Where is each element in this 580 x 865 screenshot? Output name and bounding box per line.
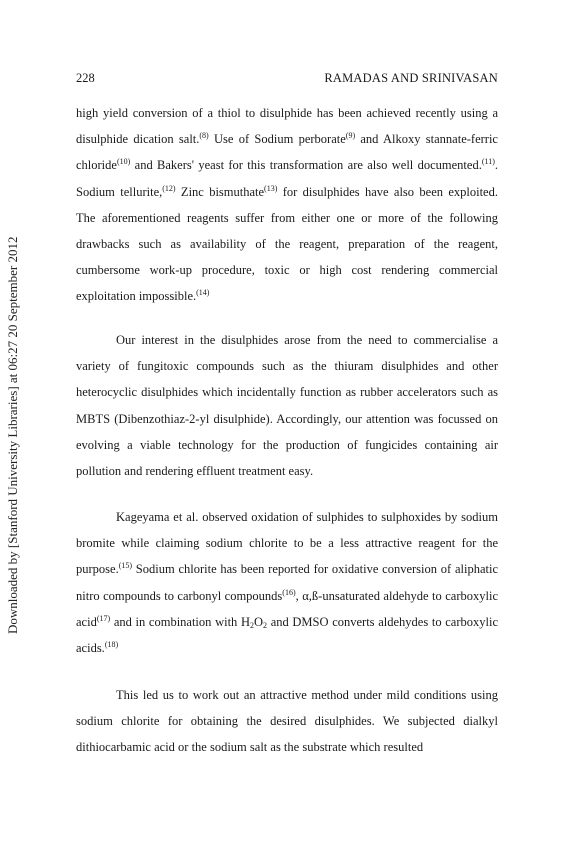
citation-ref: (14): [196, 288, 210, 298]
text-run: This led us to work out an attractive method under mild conditions using sodium chlorite for obtaining the desired disulphides. We subjected dialkyl dithiocarbamic acid or the sodium salt as the substrate which resulted: [76, 688, 498, 755]
paragraph-1: [76, 100, 498, 310]
paragraph-text: [76, 682, 498, 761]
download-watermark: Downloaded by [Stanford University Libraries] at 06:27 20 September 2012: [5, 236, 20, 634]
citation-ref: (18): [104, 640, 119, 650]
paragraph-text: [76, 327, 498, 484]
running-header: [76, 70, 498, 86]
page-number: 228: [76, 71, 95, 85]
text-run: and Alkoxy stannate-ferric chloride: [76, 132, 498, 173]
paragraph-text: [76, 100, 498, 310]
text-run: , α,ß-unsaturated aldehyde to carboxylic acid: [76, 588, 498, 629]
citation-ref: (10): [116, 157, 131, 167]
subscript: 2: [250, 620, 254, 630]
text-run: high yield conversion of a thiol to disulphide has been achieved recently using a disulphide dication salt.: [76, 106, 498, 147]
paragraph-text: [76, 504, 498, 661]
citation-ref: (9): [345, 131, 356, 141]
text-run: and in combination with H: [110, 614, 250, 629]
citation-ref: (8): [199, 131, 209, 141]
text-run: Sodium chlorite has been reported for oxidative conversion of aliphatic nitro compounds to carbonyl compounds: [76, 562, 498, 603]
subscript: 2: [263, 620, 268, 630]
paragraph-2: [76, 327, 498, 484]
text-run: Kageyama et al. observed oxidation of sulphides to sulphoxides by sodium bromite while claiming sodium chlorite to be a less attractive reagent for the purpose.: [76, 510, 498, 577]
paragraph-4: [76, 682, 498, 761]
citation-ref: (15): [118, 561, 133, 571]
text-run: Our interest in the disulphides arose from the need to commercialise a variety of fungitoxic compounds such as the thiuram disulphides and other heterocyclic disulphides which incidentally function as rubber accelerators such as MBTS (Dibenzothiaz-2-yl disulphide). Accordingly, our attention was focussed on evolving a viable technology for the production of fungicides containing air pollution and rendering effluent treatment easy.: [76, 333, 498, 479]
text-run: and DMSO converts aldehydes to carboxylic acids.: [76, 614, 498, 656]
text-run: O: [254, 614, 264, 629]
citation-ref: (11): [481, 157, 495, 167]
citation-ref: (12): [162, 183, 176, 193]
text-run: . Sodium tellurite,: [76, 158, 498, 199]
citation-ref: (16): [282, 587, 296, 597]
paragraph-3: [76, 504, 498, 661]
citation-ref: (13): [264, 183, 278, 193]
running-header-authors: RAMADAS AND SRINIVASAN: [324, 71, 498, 85]
citation-ref: (17): [96, 613, 111, 623]
text-run: for disulphides have also been exploited. The aforementioned reagents suffer from either one or more of the following drawbacks such as availability of the reagent, preparation of the reagent, cumbersome work-up procedure, toxic or high cost rendering commercial exploitation impossible.: [76, 184, 498, 304]
text-run: Zinc bismuthate: [175, 184, 265, 199]
text-run: Use of Sodium perborate: [208, 132, 346, 147]
text-run: and Bakers' yeast for this transformation are also well documented.: [130, 158, 482, 173]
